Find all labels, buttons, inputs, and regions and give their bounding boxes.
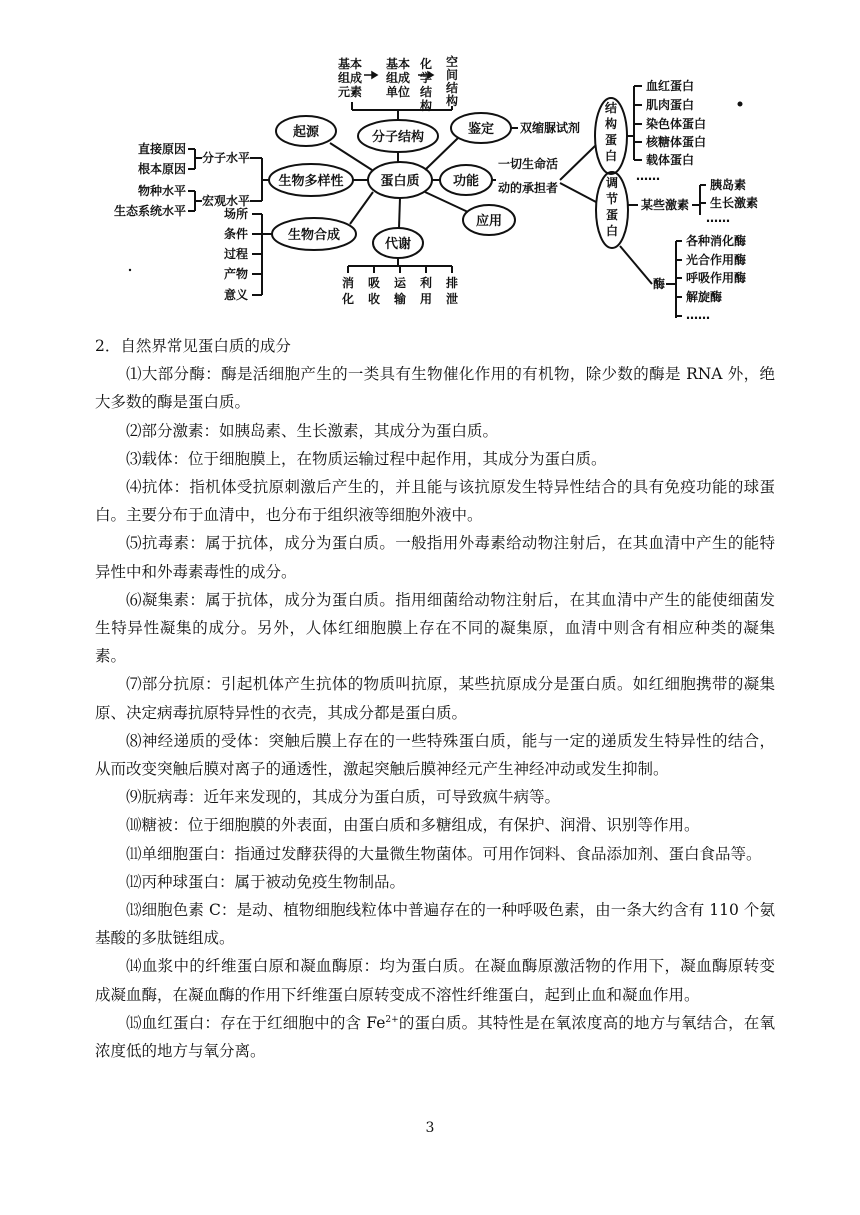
node-diversity: 生物多样性 [278, 174, 344, 189]
body-text [95, 332, 775, 1065]
node-application: 应用 [475, 214, 503, 229]
structural-item-6: …… [636, 169, 660, 183]
level-molecular: 分子水平 [201, 151, 251, 165]
hormone-item-3: …… [706, 211, 730, 225]
section-title: 2．自然界常见蛋白质的成分 [95, 337, 291, 355]
paragraph-13: ⒀细胞色素 C：是动、植物细胞线粒体中普遍存在的一种呼吸色素，由一条大约含有 110 个氨基酸的多肽链组成。 [95, 901, 775, 948]
paragraph-2: ⑵部分激素：如胰岛素、生长激素，其成分为蛋白质。 [126, 421, 499, 440]
page-number: 3 [425, 1120, 435, 1136]
paragraph-12: ⑿丙种球蛋白：属于被动免疫生物制品。 [126, 872, 406, 891]
chain-basic-elements-3: 元素 [337, 85, 363, 99]
node-synthesis: 生物合成 [287, 228, 341, 243]
paragraph-15 [95, 1009, 775, 1065]
node-center: 蛋白质 [380, 174, 420, 189]
synthesis-product: 产物 [223, 267, 249, 281]
iron-charge: 2+ [385, 1014, 399, 1025]
structural-item-5: 载体蛋白 [646, 153, 695, 167]
enzyme-item-3: 呼吸作用酶 [686, 271, 747, 285]
cause-species: 物种水平 [137, 184, 186, 198]
paragraph-7: ⑺部分抗原：引起机体产生抗体的物质叫抗原，某些抗原成分是蛋白质。如红细胞携带的凝集原、决定病毒抗原特异性的衣壳，其成分都是蛋白质。 [95, 675, 775, 722]
chain-basic-elements: 基本 [337, 57, 363, 71]
metabolism-item-5: 排泄 [445, 276, 459, 306]
paragraph-4: ⑷抗体：指机体受抗原刺激后产生的，并且能与该抗原发生特异性结合的具有免疫功能的球蛋白。主要分布于血清中，也分布于组织液等细胞外液中。 [95, 478, 775, 525]
paragraph-list [95, 360, 775, 1009]
paragraph-9: ⑼朊病毒：近年来发现的，其成分为蛋白质，可导致疯牛病等。 [126, 788, 561, 807]
enzyme-item-5: …… [686, 308, 710, 320]
paragraph-3: ⑶载体：位于细胞膜上，在物质运输过程中起作用，其成分为蛋白质。 [126, 449, 607, 468]
paragraph-5: ⑸抗毒素：属于抗体，成分为蛋白质。一般指用外毒素给动物注射后，在其血清中产生的能特异性中和外毒素毒性的成分。 [95, 534, 775, 581]
chain-spatial-structure: 空间结构 [445, 55, 459, 108]
metabolism-item-1: 消化 [341, 276, 355, 306]
node-identify: 鉴定 [467, 122, 495, 137]
metabolism-item-2: 吸收 [367, 276, 381, 306]
chain-basic-unit-2: 组成 [385, 71, 411, 85]
level-macro: 宏观水平 [201, 194, 251, 208]
reagent-label: 双缩脲试剂 [520, 121, 581, 135]
function-desc-1: 一切生命活 [497, 157, 559, 171]
paragraph-1: ⑴大部分酶：酶是活细胞产生的一类具有生物催化作用的有机物，除少数的酶是 RNA 外，绝大多数的酶是蛋白质。 [95, 365, 775, 412]
cause-root: 根本原因 [137, 162, 186, 176]
function-desc-2: 动的承担者 [497, 181, 559, 195]
chain-chemical-structure: 化学结构 [419, 57, 433, 113]
enzyme-item-2: 光合作用酶 [686, 253, 747, 267]
structural-item-4: 核糖体蛋白 [646, 135, 707, 149]
paragraph-15-before: ⒂血红蛋白：存在于红细胞中的含 Fe [126, 1013, 386, 1032]
synthesis-place: 场所 [223, 207, 249, 221]
hormone-label: 某些激素 [640, 198, 690, 212]
chain-basic-unit: 基本 [385, 57, 411, 71]
hormone-item-1: 胰岛素 [710, 178, 747, 192]
cause-ecosystem: 生态系统水平 [113, 204, 186, 218]
protein-concept-map [0, 0, 860, 320]
paragraph-8: ⑻神经递质的受体：突触后膜上存在的一些特殊蛋白质，能与一定的递质发生特异性的结合，从而改变突触后膜对离子的通透性，激起突触后膜神经元产生神经冲动或发生抑制。 [95, 731, 775, 779]
node-function: 功能 [452, 174, 480, 189]
paragraph-11: ⑾单细胞蛋白：指通过发酵获得的大量微生物菌体。可用作饲料、食品添加剂、蛋白食品等。 [126, 844, 762, 863]
metabolism-item-4: 利用 [419, 276, 433, 306]
chain-basic-elements-2: 组成 [337, 71, 363, 85]
enzyme-label: 酶 [652, 277, 666, 291]
paragraph-6: ⑹凝集素：属于抗体，成分为蛋白质。指用细菌给动物注射后，在其血清中产生的能使细菌发生特异性凝集的成分。另外，人体红细胞膜上存在不同的凝集原，血清中则含有相应种类的凝集素。 [95, 590, 775, 666]
cause-direct: 直接原因 [137, 142, 186, 156]
structural-item-3: 染色体蛋白 [646, 117, 707, 131]
enzyme-item-4: 解旋酶 [686, 290, 723, 304]
chain-basic-unit-3: 单位 [385, 85, 411, 99]
structural-item-2: 肌肉蛋白 [646, 98, 695, 112]
paragraph-14: ⒁血浆中的纤维蛋白原和凝血酶原：均为蛋白质。在凝血酶原激活物的作用下，凝血酶原转变成凝血酶，在凝血酶的作用下纤维蛋白原转变成不溶性纤维蛋白，起到止血和凝血作用。 [95, 957, 775, 1004]
node-structural-protein: 结构蛋白 [604, 101, 618, 163]
node-metabolism: 代谢 [384, 237, 412, 252]
node-origin: 起源 [292, 125, 320, 140]
synthesis-condition: 条件 [223, 227, 249, 241]
paragraph-15-after: 的蛋白质。其特性是在氧浓度高的地方与氧结合，在氧浓度低的地方与氧分离。 [95, 1013, 775, 1061]
synthesis-meaning: 意义 [223, 288, 249, 302]
hormone-item-2: 生长激素 [710, 196, 759, 210]
metabolism-item-3: 运输 [393, 276, 407, 306]
enzyme-item-1: 各种消化酶 [686, 234, 747, 248]
node-structure: 分子结构 [371, 130, 425, 145]
synthesis-process: 过程 [223, 247, 249, 261]
paragraph-10: ⑽糖被：位于细胞膜的外表面，由蛋白质和多糖组成，有保护、润滑、识别等作用。 [126, 816, 700, 835]
structural-item-1: 血红蛋白 [646, 79, 695, 93]
node-regulatory-protein: 调节蛋白 [605, 176, 619, 238]
